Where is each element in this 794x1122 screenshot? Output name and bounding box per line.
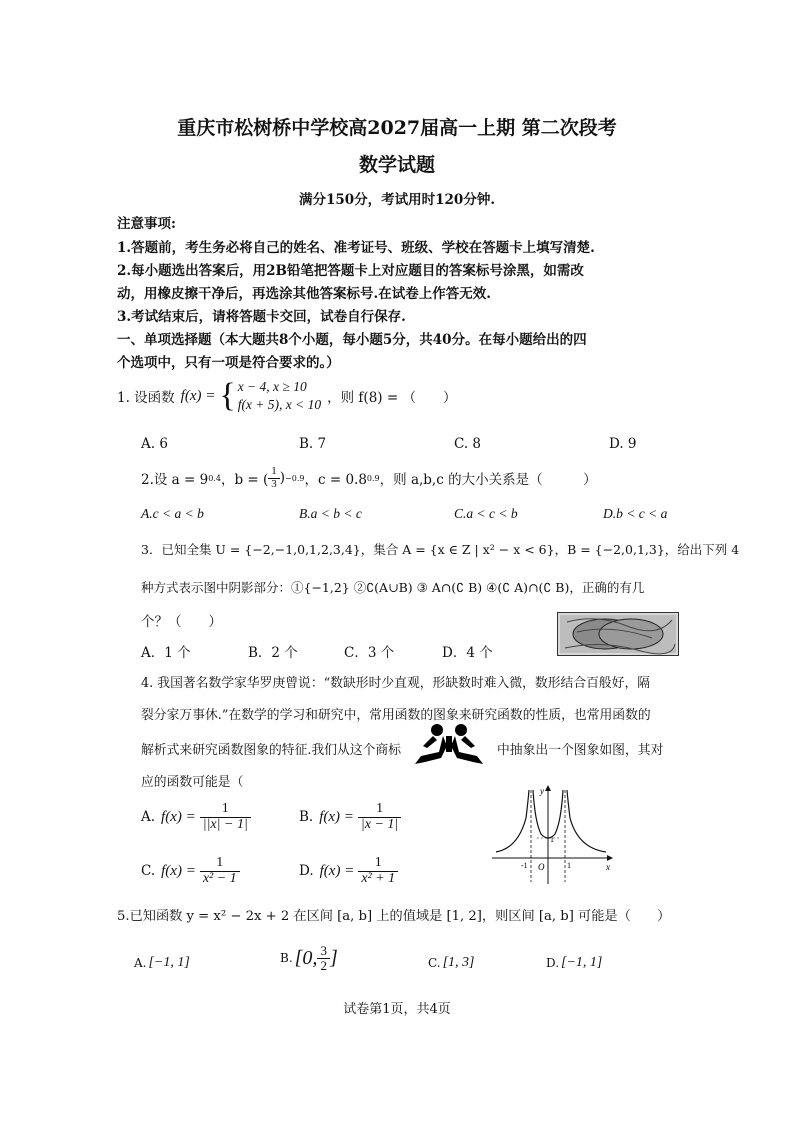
q2-option-b: B.a < b < c [299, 506, 362, 521]
q4-line4: 应的函数可能是（ [141, 775, 244, 790]
q5-option-b-post: ] [329, 946, 338, 969]
q3-line2: 种方式表示图中阴影部分：①{−1,2} ②∁(A∪B) ③ A∩(∁ B) ④(∁ A)∩(∁ B)，正确的有几 [141, 580, 645, 595]
note-item: 1.答题前，考生务必将自己的姓名、准考证号、班级、学校在答题卡上填写清楚. [117, 240, 595, 256]
q5-option-c [428, 955, 474, 971]
exam-subject: 数学试题 [358, 154, 435, 176]
q1-option-b: B. 7 [299, 436, 327, 452]
q2-fraction [268, 466, 280, 490]
q4-option-a-lhs: f(x) = [161, 808, 196, 825]
q2-option-c: C.a < c < b [454, 506, 518, 521]
note-item: 2.每小题选出答案后，用2B铅笔把答题卡上对应题目的答案标号涂黑，如需改 [117, 263, 584, 279]
q5-option-d-label: D. [546, 956, 560, 970]
q4-option-d-den: x² + 1 [358, 871, 398, 887]
q3-line3: 个？（ ） [141, 614, 222, 630]
q2-frac-den: 3 [268, 478, 280, 491]
q4-option-c-den: x² − 1 [200, 871, 240, 887]
q2-text-c: ，c = 0.8 [304, 472, 367, 489]
q4-option-b-fraction [358, 802, 401, 832]
q3-line1: 3．已知全集 U = {−2,−1,0,1,2,3,4}，集合 A = {x ∈ Z | x² − x < 6}，B = {−2,0,1,3}，给出下列 4 [141, 542, 740, 557]
q5-option-a-label: A. [134, 956, 147, 970]
q5-text: 5.已知函数 y = x² − 2x + 2 在区间 [a, b] 上的值域是 [1, 2]，则区间 [a, b] 可能是（ ） [117, 909, 671, 924]
q5-option-c-label: C. [428, 956, 441, 970]
score-info: 满分150分，考试用时120分钟. [298, 192, 496, 208]
q2-text-d: ，则 a,b,c 的大小关系是（ ） [379, 472, 597, 489]
q4-option-b [299, 802, 401, 832]
q4-option-a-num: 1 [221, 801, 229, 816]
q1-case1: x − 4, x ≥ 10 [237, 379, 307, 394]
q5-option-a [134, 955, 190, 971]
q1-case2: f(x + 5), x < 10 [237, 397, 322, 413]
q1-option-a: A. 6 [141, 436, 168, 452]
q4-option-b-lhs: f(x) = [319, 808, 354, 825]
q4-line1: 4. 我国著名数学家华罗庚曾说：“数缺形时少直观，形缺数时难入微，数形结合百般好，隔 [141, 676, 651, 691]
q3-option-b: B．2 个 [248, 645, 298, 661]
q2-text-a: 2.设 a = 9 [141, 472, 209, 489]
q2-exp-a: 0.4 [208, 473, 221, 483]
note-item: 3.考试结束后，请将答题卡交回，试卷自行保存. [117, 309, 406, 325]
q3-option-d: D．4 个 [442, 645, 493, 661]
q5-option-b-label: B. [280, 951, 293, 966]
q1-option-d: D. 9 [609, 436, 637, 452]
q5-option-b-den: 2 [317, 958, 330, 973]
q4-option-b-den: |x − 1| [358, 817, 401, 833]
q2-option-d: D.b < c < a [603, 506, 668, 521]
q4-option-d [299, 856, 398, 886]
q1-cases [238, 378, 321, 414]
x-axis-label: x [606, 862, 610, 872]
q4-option-a-label: A. [141, 809, 156, 826]
tick-y-one: 1 [550, 835, 554, 844]
notes-heading: 注意事项: [117, 216, 176, 232]
q4-option-c-label: C. [141, 863, 156, 880]
q4-option-c-num: 1 [216, 855, 224, 870]
q5-option-b-fraction [317, 944, 330, 972]
q4-option-b-num: 1 [376, 801, 384, 816]
q4-line3a: 解析式来研究函数图象的特征.我们从这个商标 [141, 743, 402, 758]
q4-option-c-fraction [200, 856, 240, 886]
q5-option-c-value: [1, 3] [442, 955, 475, 970]
tick-pos-one: 1 [567, 861, 571, 870]
q3-option-c: C．3 个 [344, 645, 395, 661]
venn-diagram-drawing [557, 612, 679, 656]
origin-label: O [538, 862, 545, 872]
q4-graph-svg [488, 782, 618, 886]
question-1 [117, 378, 456, 414]
q4-option-a-fraction [200, 802, 251, 832]
section-heading-line1: 一、单项选择题（本大题共8个小题，每小题5分，共40分。在每小题给出的四 [117, 332, 587, 348]
q5-option-b [280, 944, 338, 972]
q5-option-a-value: [−1, 1] [148, 955, 190, 970]
curve-right [567, 790, 606, 852]
q4-option-b-label: B. [299, 809, 314, 826]
kappa-logo-icon [413, 722, 485, 768]
q5-option-d-value: [−1, 1] [561, 955, 603, 970]
venn-diagram-image [557, 612, 679, 656]
q2-exp-c: 0.9 [366, 473, 380, 483]
q2-text-b2: ) [279, 470, 286, 487]
q5-option-b-pre: [0, [294, 946, 318, 969]
q5-option-b-num: 3 [320, 943, 327, 958]
q4-option-c [141, 856, 240, 886]
tick-neg-one: -1 [521, 861, 528, 870]
q1-ask: ，则 f(8) = （ ） [327, 390, 457, 407]
curve-left [496, 790, 529, 852]
q3-option-a: A．1 个 [141, 645, 191, 661]
q4-option-a [141, 802, 251, 832]
q4-line2: 裂分家万事休.”在数学的学习和研究中，常用函数的图象来研究函数的性质，也常用函数的 [141, 708, 651, 723]
q4-option-c-lhs: f(x) = [161, 862, 196, 879]
q1-prefix: 1. 设函数 [117, 390, 175, 407]
question-2 [141, 466, 597, 490]
exam-title: 重庆市松树桥中学校高2027届高一上期 第二次段考 [177, 117, 617, 139]
q4-function-graph [488, 782, 618, 886]
q4-option-d-fraction [358, 856, 398, 886]
q2-text-b: ，b = ( [220, 472, 269, 489]
q4-option-d-lhs: f(x) = [319, 862, 355, 879]
note-item: 动，用橡皮擦干净后，再选涂其他答案标号.在试卷上作答无效. [117, 286, 491, 302]
q4-option-d-label: D. [299, 863, 314, 880]
section-heading-line2: 个选项中，只有一项是符合要求的。） [117, 355, 340, 371]
y-axis-label: y [540, 786, 544, 796]
q5-option-d [546, 955, 602, 971]
q2-exp-b: −0.9 [285, 473, 305, 483]
q2-option-a: A.c < a < b [141, 506, 204, 521]
q1-func: f(x) = [180, 387, 216, 404]
q1-brace: { [219, 377, 236, 415]
q2-frac-num: 1 [271, 465, 277, 477]
q4-line3b: 中抽象出一个图象如图，其对 [497, 743, 664, 758]
q4-option-a-den: ||x| − 1| [200, 817, 251, 833]
page-footer: 试卷第1页，共4页 [343, 1002, 451, 1017]
q4-option-d-num: 1 [374, 855, 382, 870]
q1-option-c: C. 8 [454, 436, 482, 452]
